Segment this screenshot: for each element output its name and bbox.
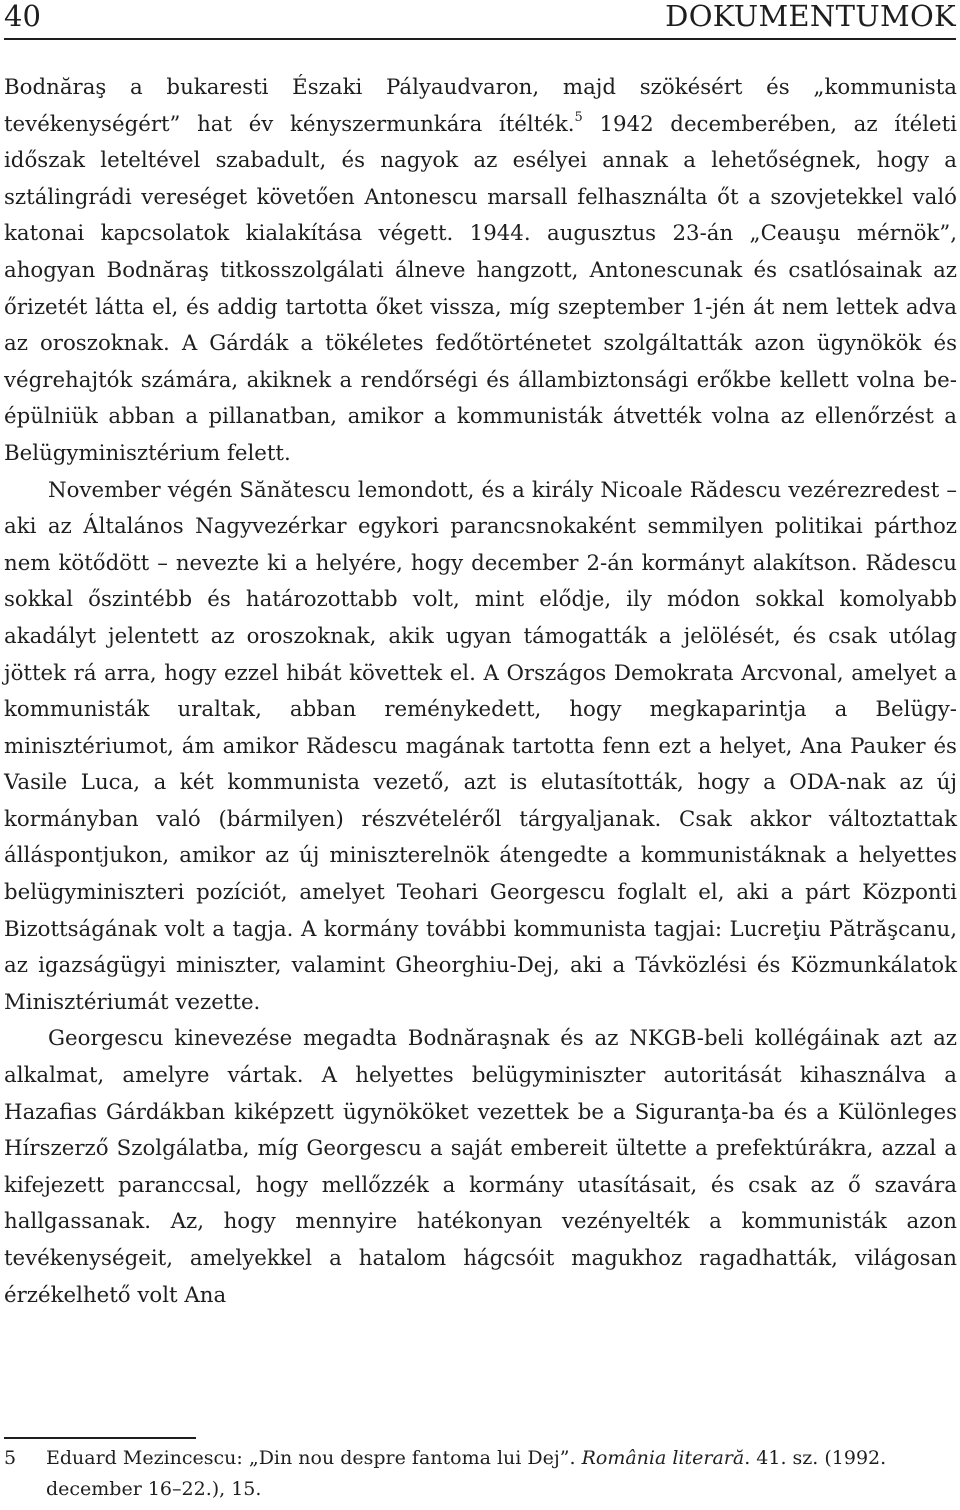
paragraph-3: Georgescu kinevezése megadta Bodnăraşnak és az NKGB-beli kollégáinak azt az alkalmat, amelyre vártak. A helyettes belügyminiszter autoritását kihasználva a Hazafias Gárdákban kiképzett ügynököket vezettek be a Siguranţa-ba és a Különleges Hírszerző Szolgálatba, míg Georgescu a saját embereit ültette a prefektúrákra, azzal a kifejezett paranccsal, hogy mellőzzék a kormány utasításait, és csak az ő szavára hallgassanak. Az, hogy mennyire hatékonyan vezényelték a kommunisták azon tevékenységeit, amelyekkel a hatalom hágcsóit magukhoz ragadhatták, világosan érzékelhető volt Ana xyxy=(4,1026,957,1308)
footnote-number: 5 xyxy=(4,1447,17,1469)
paragraph-1-part-b: 1942 decemberében, az ítéleti időszak leteltével szabadult, és nagyok az esélyei annak a lehetőségnek, hogy a sztálingrádi vereséget követően Antonescu marsall felhasználta őt a szovjetekkel való katonai kapcsolatok kialakítása végett. 1944. augusztus 23-án „Ceauşu mérnök”, ahogyan Bodnăraş titkosszolgálati álneve hangzott, Antonescunak és csatlósainak az őrizetét látta el, és addig tartotta őket vissza, míg szeptember 1-jén át nem lettek adva az oroszoknak. A Gárdák a tökéletes fedőtörténetet szolgáltatták azon ügynökök és végrehajtók számára, akiknek a rendőrségi és állambiztonsági erőkbe kellett volna beépülniük abban a pillanatban, amikor a kommunisták átvették volna az ellenőrzést a Belügyminisztérium felett. xyxy=(4,111,957,466)
main-text xyxy=(4,70,957,1314)
paragraph-1-part-a: Bodnăraş a bukaresti Északi Pályaudvaron, majd szökésért és „kommunista tevékenységért” hat év kényszermunkára ítélték. xyxy=(4,75,957,137)
footnote-line-2: december 16–22.), 15. xyxy=(46,1478,262,1500)
paragraph-2: November végén Sănătescu lemondott, és a király Nicoale Rădescu vezérezredest – aki az Általános Nagyvezérkar egykori parancsnokaként semmilyen politikai párthoz nem kötődött – nevezte ki a helyére, hogy december 2-án kormányt alakítson. Rădescu sokkal őszintébb és határozottabb volt, mint elődje, ily módon sokkal komolyabb akadályt jelentett az oroszoknak, akik ugyan támogatták a jelölését, és csak utólag jöttek rá arra, hogy ezzel hibát követtek el. A Országos Demokrata Arcvonal, amelyet a kommunisták uraltak, abban reménykedett, hogy megkaparintja a Belügyminisztériumot, ám amikor Rădescu magának tartotta fenn ezt a helyet, Ana Pauker és Vasile Luca, a két kommunista vezető, azt is elutasították, hogy a ODA-nak az új kormányban való (bármilyen) részvételéről tárgyaljanak. Csak akkor változtattak álláspontjukon, amikor az új miniszterelnök átengedte a kommunistáknak a helyettes belügyminiszteri pozíciót, amelyet Teohari Georgescu foglalt el, aki a párt Központi Bizottságának volt a tagja. A kormány további kommunista tagjai: Lucreţiu Pătrăşcanu, az igazságügyi miniszter, valamint Gheorghiu-Dej, aki a Távközlési és Közmunkálatok Minisztériumát vezette. xyxy=(4,477,957,1015)
footnote-line-1 xyxy=(46,1443,957,1474)
page-header xyxy=(4,0,956,40)
footnote-citation: Eduard Mezincescu: „Din nou despre fantoma lui Dej”. xyxy=(46,1447,582,1469)
running-head: DOKUMENTUMOK xyxy=(665,0,956,33)
page-number: 40 xyxy=(4,0,41,33)
paragraph-1 xyxy=(4,70,957,473)
footnote-issue: . 41. sz. (1992. xyxy=(744,1447,887,1469)
footnote xyxy=(4,1443,957,1505)
footnote-journal: România literară xyxy=(581,1447,745,1469)
footnote-reference: 5 xyxy=(574,109,583,125)
footnote-divider xyxy=(4,1437,196,1439)
